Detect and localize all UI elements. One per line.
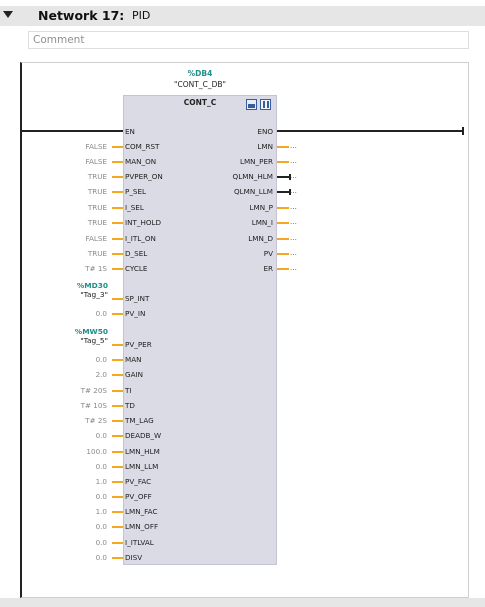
value-cycle[interactable]: T# 1S [85,264,107,273]
network-header[interactable] [0,6,485,26]
wire-man [112,359,123,361]
value-tm-lag[interactable]: T# 2S [85,416,107,425]
wire-en [112,130,123,132]
pin-int-hold: INT_HOLD [125,218,162,227]
rail-end-marker [462,127,464,135]
output-qlmn-hlm[interactable]: ... [290,171,297,180]
operand-address-pv-per[interactable]: %MW50 [74,327,108,336]
pin-i-itlval: I_ITLVAL [125,538,154,547]
wire-lmn-hlm [112,451,123,453]
pin-td: TD [125,401,135,410]
value-i-itlval[interactable]: 0.0 [95,538,107,547]
pin-i-sel: I_SEL [125,203,144,212]
value-ti[interactable]: T# 20S [80,386,107,395]
operand-tag-sp-int[interactable]: "Tag_3" [80,290,108,299]
wire-man-on [112,161,123,163]
wire-lmn-p [277,207,289,209]
value-p-sel[interactable]: TRUE [87,187,107,196]
pin-lmn-fac: LMN_FAC [125,507,158,516]
wire-td [112,405,123,407]
output-lmn[interactable]: ... [290,141,297,150]
value-deadb-w[interactable]: 0.0 [95,431,107,440]
pin-cycle: CYCLE [125,264,148,273]
pin-gain: GAIN [125,370,143,379]
pin-er: ER [263,264,273,273]
pin-lmn-off: LMN_OFF [125,522,159,531]
value-pv-in[interactable]: 0.0 [95,309,107,318]
value-pv-fac[interactable]: 1.0 [95,477,107,486]
pin-com-rst: COM_RST [125,142,160,151]
value-com-rst[interactable]: FALSE [85,142,107,151]
wire-lmn-off [112,526,123,528]
operand-tag-pv-per[interactable]: "Tag_5" [80,336,108,345]
value-i-sel[interactable]: TRUE [87,203,107,212]
wire-lmn-i [277,222,289,224]
power-rail-left [20,130,112,132]
comment-placeholder: Comment [33,34,85,46]
operand-address-sp-int[interactable]: %MD30 [76,281,108,290]
value-man-on[interactable]: FALSE [85,157,107,166]
wire-cycle [112,268,123,270]
output-lmn-p[interactable]: ... [290,202,297,211]
wire-i-itlval [112,542,123,544]
output-er[interactable]: ... [290,263,297,272]
pin-lmn-p: LMN_P [249,203,273,212]
wire-pvper-on [112,176,123,178]
pin-lmn-hlm: LMN_HLM [125,447,160,456]
value-int-hold[interactable]: TRUE [87,218,107,227]
pin-ti: TI [125,386,132,395]
wire-lmn-llm [112,466,123,468]
value-pvper-on[interactable]: TRUE [87,172,107,181]
wire-pv-fac [112,481,123,483]
wire-tm-lag [112,420,123,422]
pin-tm-lag: TM_LAG [125,416,154,425]
collapse-triangle-icon[interactable] [3,11,13,18]
value-i-itl-on[interactable]: FALSE [85,234,107,243]
network-title[interactable]: PID [132,9,151,22]
value-gain[interactable]: 2.0 [95,370,107,379]
wire-qlmn-llm [277,191,289,193]
wire-disv [112,557,123,559]
value-lmn-llm[interactable]: 0.0 [95,462,107,471]
output-qlmn-llm[interactable]: ... [290,186,297,195]
pin-lmn-i: LMN_I [251,218,273,227]
wire-lmn-per [277,161,289,163]
output-lmn-per[interactable]: ... [290,156,297,165]
value-lmn-fac[interactable]: 1.0 [95,507,107,516]
wire-qlmn-hlm [277,176,289,178]
wire-gain [112,374,123,376]
wire-pv-in [112,313,123,315]
pin-disv: DISV [125,553,143,562]
commissioning-icon[interactable] [260,99,271,110]
pin-deadb-w: DEADB_W [125,431,162,440]
wire-int-hold [112,222,123,224]
block-type: CONT_C [183,98,217,107]
pin-p-sel: P_SEL [125,187,147,196]
instance-db-address: %DB4 [187,69,213,78]
wire-sp-int [112,298,123,300]
network-label: Network 17: [38,8,125,23]
output-pv[interactable]: ... [290,248,297,257]
pin-pv-per: PV_PER [125,340,152,349]
wire-com-rst [112,146,123,148]
wire-lmn-fac [112,511,123,513]
pin-sp-int: SP_INT [125,294,150,303]
value-lmn-off[interactable]: 0.0 [95,522,107,531]
wire-er [277,268,289,270]
output-lmn-d[interactable]: ... [290,233,297,242]
value-d-sel[interactable]: TRUE [87,249,107,258]
network-comment-field[interactable] [28,31,469,49]
pin-lmn: LMN [257,142,273,151]
value-man[interactable]: 0.0 [95,355,107,364]
wire-i-itl-on [112,238,123,240]
wire-pv-off [112,496,123,498]
wire-pv-per [112,344,123,346]
wire-p-sel [112,191,123,193]
pin-eno: ENO [257,127,273,136]
value-disv[interactable]: 0.0 [95,553,107,562]
pin-qlmn-llm: QLMN_LLM [233,187,273,196]
wire-ti [112,390,123,392]
pin-man: MAN [125,355,142,364]
pin-qlmn-hlm: QLMN_HLM [232,172,273,181]
wire-deadb-w [112,435,123,437]
instance-db-name[interactable]: "CONT_C_DB" [174,80,226,89]
pin-lmn-llm: LMN_LLM [125,462,159,471]
pin-en: EN [125,127,135,136]
wire-lmn [277,146,289,148]
wire-lmn-d [277,238,289,240]
pin-pv: PV [263,249,273,258]
pin-lmn-per: LMN_PER [239,157,273,166]
pin-pv-in: PV_IN [125,309,146,318]
wire-d-sel [112,253,123,255]
wire-pv [277,253,289,255]
pin-man-on: MAN_ON [125,157,157,166]
pin-pv-off: PV_OFF [125,492,152,501]
output-lmn-i[interactable]: ... [290,217,297,226]
wire-i-sel [112,207,123,209]
pin-pvper-on: PVPER_ON [125,172,163,181]
power-rail-right [277,130,464,132]
value-td[interactable]: T# 10S [80,401,107,410]
open-block-icon[interactable] [246,99,257,110]
value-pv-off[interactable]: 0.0 [95,492,107,501]
next-network-header[interactable] [0,598,485,607]
pin-d-sel: D_SEL [125,249,148,258]
value-lmn-hlm[interactable]: 100.0 [86,447,107,456]
pin-pv-fac: PV_FAC [125,477,152,486]
pin-i-itl-on: I_ITL_ON [125,234,156,243]
pin-lmn-d: LMN_D [248,234,273,243]
